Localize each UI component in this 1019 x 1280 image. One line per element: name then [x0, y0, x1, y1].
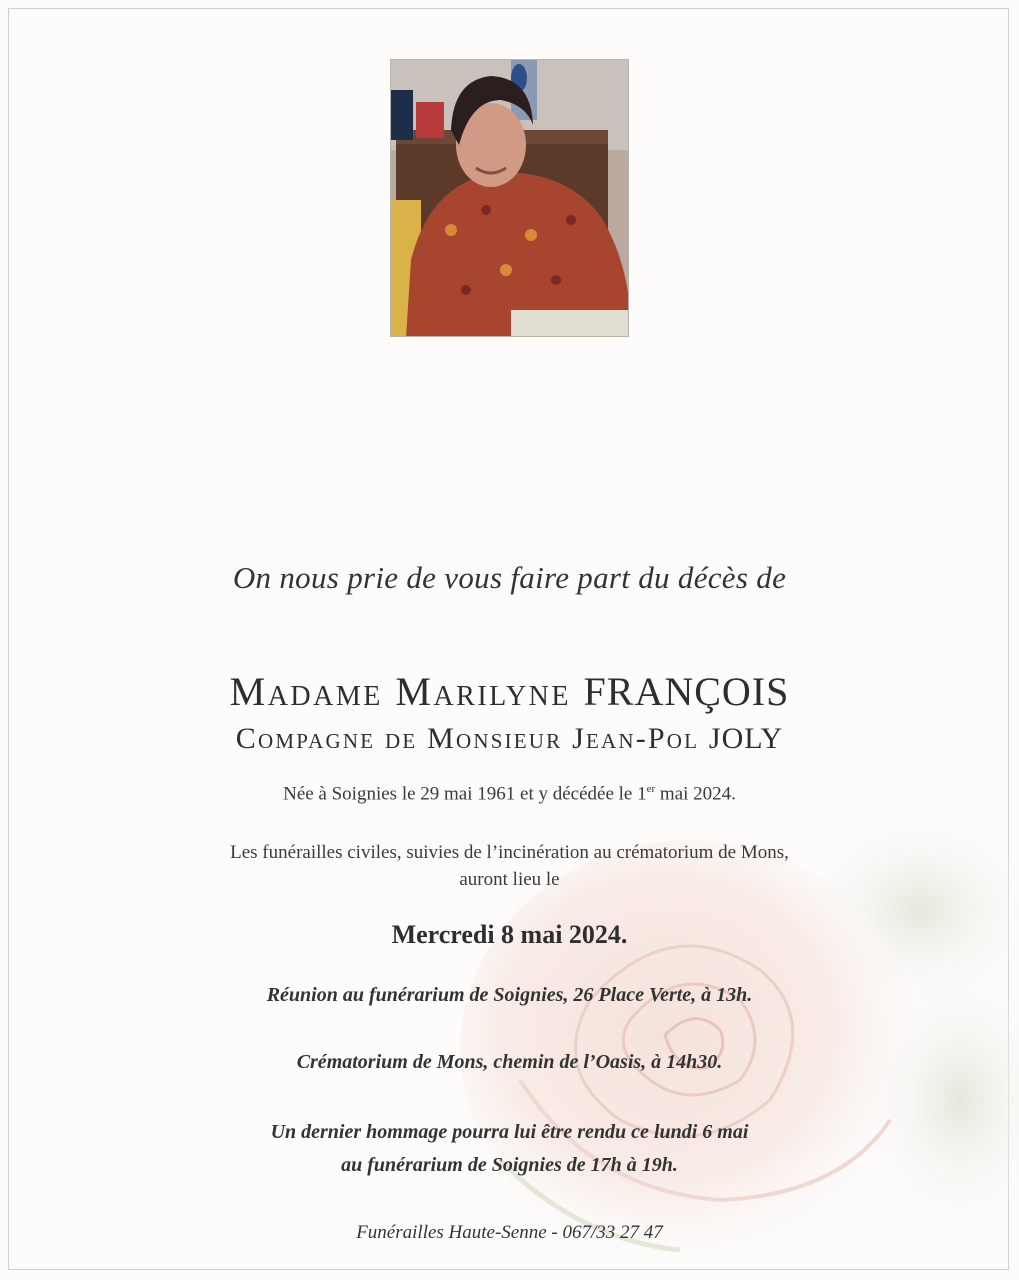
- deceased-name: [0, 668, 1019, 715]
- birth-death-end: mai 2024.: [655, 783, 736, 805]
- deceased-given-name: Madame Marilyne: [229, 669, 572, 714]
- funeral-date: Mercredi 8 mai 2024.: [391, 920, 628, 949]
- funeral-home-footer: Funérailles Haute-Senne - 067/33 27 47: [356, 1222, 663, 1243]
- homage-line-2: au funérarium de Soignies de 17h à 19h.: [341, 1154, 678, 1176]
- crematorium-info: Crématorium de Mons, chemin de l’Oasis, à 14h30.: [296, 1051, 723, 1073]
- intro-text: On nous prie de vous faire part du décès de: [232, 560, 787, 595]
- meeting-info: Réunion au funérarium de Soignies, 26 Place Verte, à 13h.: [266, 984, 753, 1006]
- funeral-line-1: Les funérailles civiles, suivies de l’incinération au crématorium de Mons,: [230, 842, 789, 863]
- ordinal-superscript: er: [646, 783, 656, 795]
- portrait-photo: [390, 59, 629, 337]
- companion-surname: JOLY: [708, 722, 784, 755]
- funeral-line-2: auront lieu le: [459, 869, 560, 890]
- deceased-surname: FRANÇOIS: [583, 669, 790, 714]
- companion-prefix: Compagne de Monsieur Jean-Pol: [235, 722, 700, 755]
- companion-line: [0, 722, 1019, 756]
- birth-death-line: [0, 783, 1019, 805]
- birth-death-text: Née à Soignies le 29 mai 1961 et y décédée le 1: [283, 783, 647, 805]
- homage-line-1: Un dernier hommage pourra lui être rendu ce lundi 6 mai: [270, 1121, 749, 1143]
